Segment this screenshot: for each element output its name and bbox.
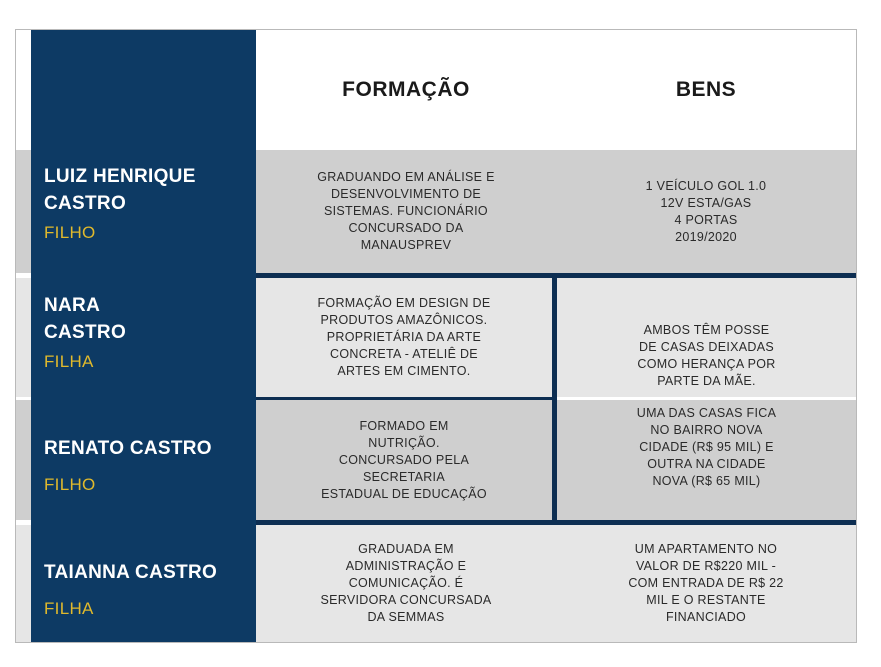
formacao-cell: GRADUADA EM ADMINISTRAÇÃO E COMUNICAÇÃO. É SERVIDORA CONCURSADA DA SEMMAS <box>320 542 492 624</box>
person-name: LUIZ HENRIQUE CASTRO <box>44 166 196 214</box>
formacao-cell: GRADUANDO EM ANÁLISE E DESENVOLVIMENTO DE SISTEMAS. FUNCIONÁRIO CONCURSADO DA MANAUSPREV <box>317 170 495 252</box>
person-name: NARA CASTRO <box>44 295 127 343</box>
shared-bens-part1: AMBOS TÊM POSSE DE CASAS DEIXADAS COMO HERANÇA POR PARTE DA MÃE. <box>637 322 776 388</box>
formacao-cell: FORMAÇÃO EM DESIGN DE PRODUTOS AMAZÔNICOS. PROPRIETÁRIA DA ARTE CONCRETA - ATELIÊ DE ARTES EM CIMENTO. <box>317 296 491 378</box>
person-relation: FILHO <box>44 475 96 494</box>
bens-cell: 1 VEÍCULO GOL 1.0 12V ESTA/GAS 4 PORTAS 2019/2020 <box>645 178 767 244</box>
person-1 <box>44 163 254 244</box>
formacao-cell: FORMADO EM NUTRIÇÃO. CONCURSADO PELA SECRETARIA ESTADUAL DE EDUCAÇÃO <box>321 418 487 501</box>
column-divider <box>552 278 557 520</box>
person-4 <box>44 559 254 620</box>
person-3 <box>44 435 254 496</box>
person-name: RENATO CASTRO <box>44 438 212 459</box>
person-relation: FILHA <box>44 352 94 371</box>
profile-table <box>15 29 857 643</box>
header-formacao: FORMAÇÃO <box>342 78 470 101</box>
person-relation: FILHA <box>44 599 94 618</box>
person-name: TAIANNA CASTRO <box>44 562 218 583</box>
bens-cell: UM APARTAMENTO NO VALOR DE R$220 MIL - COM ENTRADA DE R$ 22 MIL E O RESTANTE FINANCIADO <box>628 542 784 624</box>
person-relation: FILHO <box>44 223 96 242</box>
shared-bens-part2: UMA DAS CASAS FICA NO BAIRRO NOVA CIDADE (R$ 95 MIL) E OUTRA NA CIDADE NOVA (R$ 65 MIL) <box>636 406 777 488</box>
person-2 <box>44 292 254 373</box>
header-bens: BENS <box>675 78 737 101</box>
